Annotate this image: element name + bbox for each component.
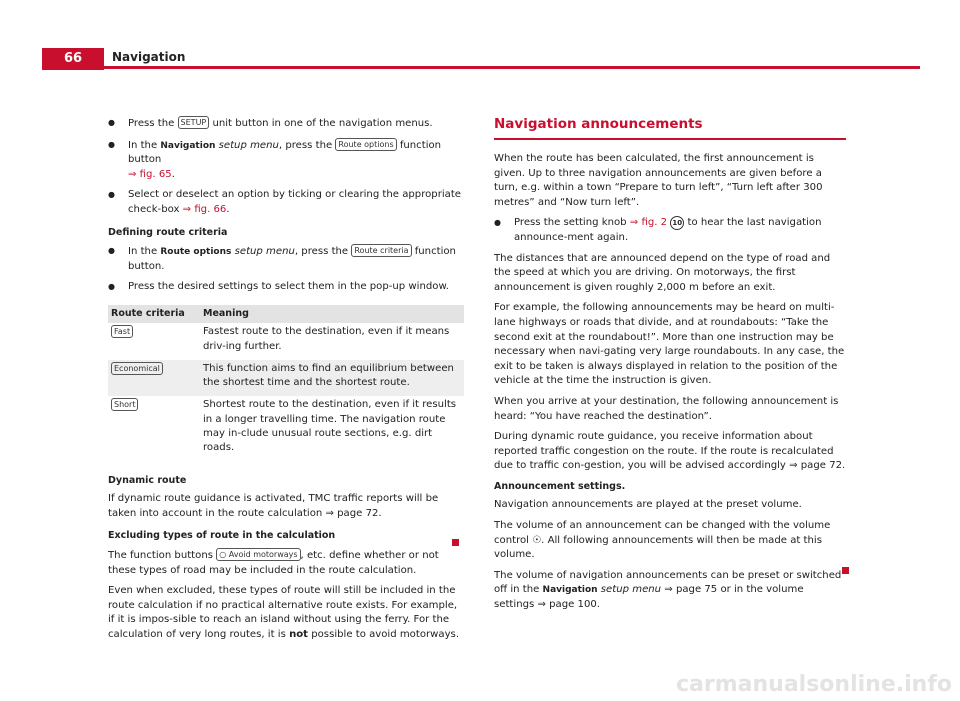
left-column bbox=[108, 116, 464, 649]
page-number: 66 bbox=[42, 48, 104, 70]
table-row: Economical This function aims to find an equilibrium between the shortest time and the shortest route. bbox=[108, 360, 464, 397]
distances-text: The distances that are announced depend on the type of road and the speed at which you are driving. On motorways, the first announcement is given roughly 2,000 m before an exit. bbox=[494, 252, 831, 293]
section-end-marker bbox=[452, 539, 459, 546]
callout-10-icon: 10 bbox=[670, 216, 684, 230]
dynamic-route-text: If dynamic route guidance is activated, TMC traffic reports will be taken into account in the route calculation ⇒ page 72. bbox=[108, 493, 439, 519]
even-excluded-text: Even when excluded, these types of route will still be included in the route calculation if no practical alternative route exists. For example, if it is impos-sible to reach an island without using the ferry. For the calculation of very long routes, it is not possible to avoid motorways. bbox=[108, 585, 460, 640]
preset-volume-text: Navigation announcements are played at the preset volume. bbox=[494, 499, 802, 511]
bullet-press-setup: ● Press the SETUP unit button in one of the navigation menus. bbox=[108, 116, 464, 132]
fig-2-link[interactable]: ⇒ fig. 2 bbox=[629, 217, 668, 229]
route-options-button: Route options bbox=[335, 138, 396, 151]
watermark: carmanualsonline.info bbox=[676, 672, 952, 697]
bullet-route-options: ● In the Navigation setup menu, press the Route options function button ⇒ fig. 65. bbox=[108, 138, 464, 183]
bullet-setting-knob: ● Press the setting knob ⇒ fig. 2 10 to hear the last navigation announce-ment again. bbox=[494, 216, 846, 245]
navigation-announcements-heading: Navigation announcements bbox=[494, 116, 703, 132]
heading-rule bbox=[494, 138, 846, 140]
dynamic-guidance-text: During dynamic route guidance, you receive information about reported traffic congestion on the route. If the route is recalculated due to traffic con-gestion, you will be advised accordingly ⇒ page 72. bbox=[494, 431, 846, 472]
economical-button: Economical bbox=[111, 362, 163, 375]
fig-65-link[interactable]: ⇒ fig. 65 bbox=[128, 168, 172, 180]
table-row: Fast Fastest route to the destination, even if it means driv-ing further. bbox=[108, 323, 464, 360]
bullet-desired-settings: ● Press the desired settings to select them in the pop-up window. bbox=[108, 280, 464, 295]
volume-control-text: The volume of an announcement can be changed with the volume control ☉. All following announcements will then be made at this volume. bbox=[494, 520, 831, 561]
right-column bbox=[494, 116, 846, 619]
table-header-meaning: Meaning bbox=[200, 305, 464, 323]
excluding-types-heading: Excluding types of route in the calculation bbox=[108, 530, 336, 542]
volume-knob-icon: ☉ bbox=[532, 534, 542, 546]
defining-route-criteria-heading: Defining route criteria bbox=[108, 226, 228, 238]
route-criteria-table bbox=[108, 305, 464, 462]
bullet-route-criteria: ● In the Route options setup menu, press the Route criteria function button. bbox=[108, 244, 464, 274]
short-button: Short bbox=[111, 398, 138, 411]
setup-button: SETUP bbox=[178, 116, 210, 129]
volume-settings-text: The volume of navigation announcements can be preset or switched off in the Navigation setup menu ⇒ page 75 or in the volume settings ⇒ page 100. bbox=[494, 569, 842, 611]
section-end-marker bbox=[842, 567, 849, 574]
route-criteria-button: Route criteria bbox=[351, 244, 411, 257]
fast-button: Fast bbox=[111, 325, 133, 338]
announcements-intro: When the route has been calculated, the first announcement is given. Up to three navigation announcements are given before a turn, e.g. within a town “Prepare to turn left”, “Turn left after 300 metres” and “Now turn left”. bbox=[494, 153, 823, 208]
header-rule bbox=[104, 66, 920, 69]
table-header-criteria: Route criteria bbox=[108, 305, 200, 323]
fig-66-link[interactable]: ⇒ fig. 66 bbox=[182, 203, 227, 215]
announcement-settings-heading: Announcement settings. bbox=[494, 480, 626, 492]
roundabout-text: For example, the following announcements may be heard on multi-lane highways or roads that divide, and at roundabouts: “Take the second exit at the roundabout!”. More than one instruction may be necessary when navi-gating very large roundabouts. In any case, the exit to be taken is always displayed in relation to the position of the vehicle at the time the instruction is given. bbox=[494, 302, 845, 387]
destination-text: When you arrive at your destination, the following announcement is heard: “You have reached the destination”. bbox=[494, 395, 839, 422]
avoid-motorways-button: ○ Avoid motorways bbox=[216, 548, 300, 561]
excluding-text: The function buttons ○ Avoid motorways , etc. define whether or not these types of road may be included in the route calculation. bbox=[108, 549, 439, 576]
chapter-title: Navigation bbox=[112, 50, 186, 64]
dynamic-route-heading: Dynamic route bbox=[108, 474, 187, 486]
table-row: Short Shortest route to the destination, even if it results in a longer travelling time. The navigation route may in-clude unusual route sections, e.g. dirt roads. bbox=[108, 396, 464, 461]
bullet-select-option: ● Select or deselect an option by ticking or clearing the appropriate check-box ⇒ fig. 66. bbox=[108, 188, 464, 217]
